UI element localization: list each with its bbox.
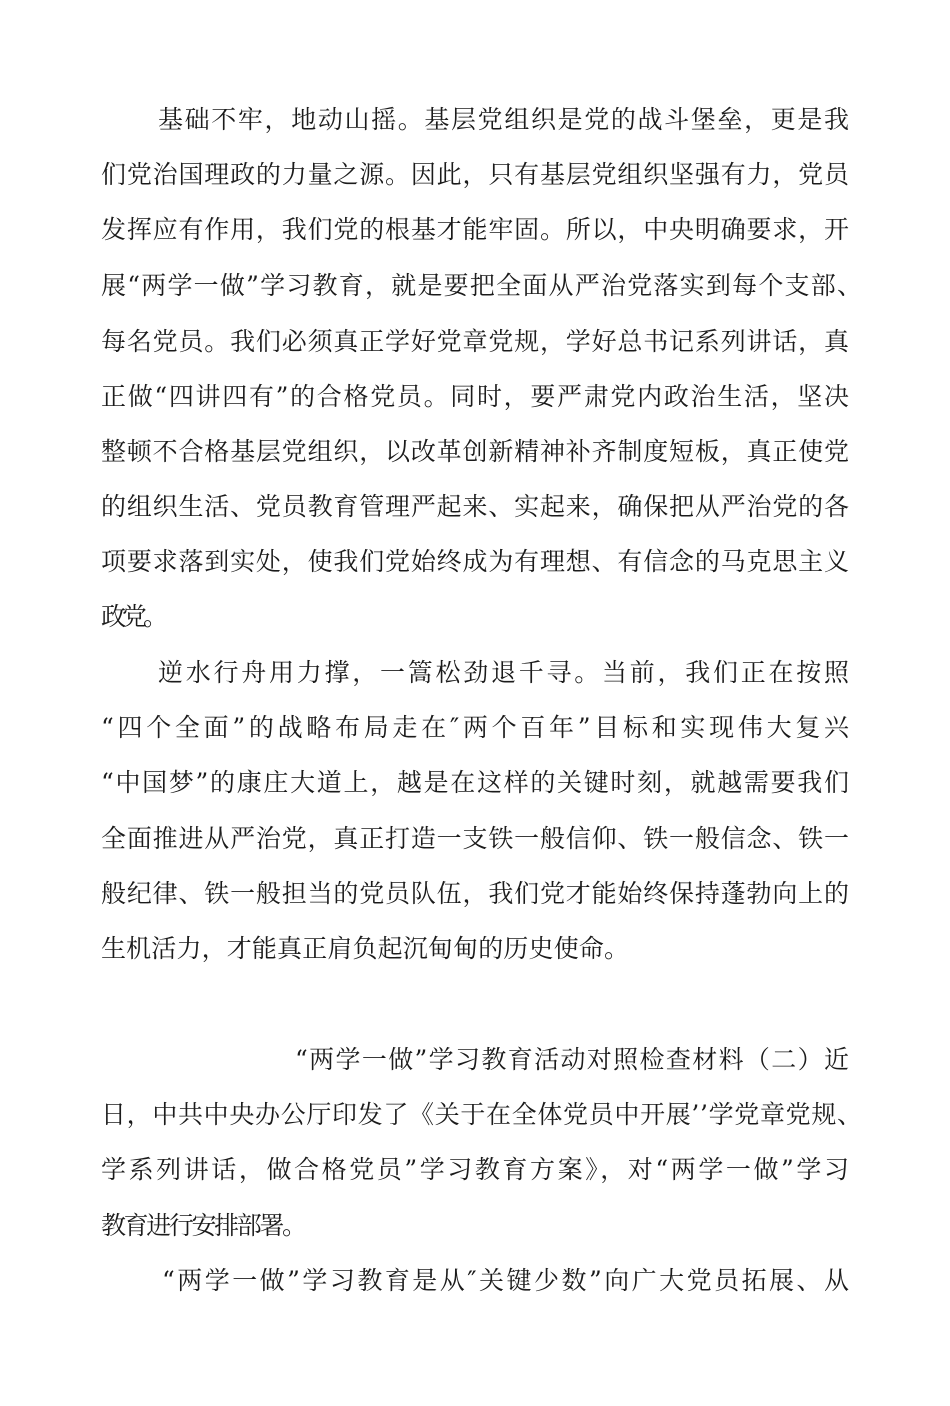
text-line: 政党。	[101, 602, 165, 631]
text-line: 项要求落到实处，使我们党始终成为有理想、有信念的马克思主义	[101, 547, 850, 576]
text-line: “中国梦”的康庄大道上，越是在这样的关键时刻，就越需要我们	[101, 768, 851, 797]
text-line: “两学一做”学习教育是从″关键少数”向广大党员拓展、从	[162, 1266, 852, 1295]
text-line: 基础不牢，地动山摇。基层党组织是党的战斗堡垒，更是我	[158, 105, 851, 134]
text-line: 整顿不合格基层党组织，以改革创新精神补齐制度短板，真正使党	[101, 437, 850, 466]
text-line: 每名党员。我们必须真正学好党章党规，学好总书记系列讲话，真	[101, 327, 850, 356]
text-line: 日，中共中央办公厅印发了《关于在全体党员中开展’’学党章党规、	[101, 1100, 863, 1129]
text-line: “两学一做”学习教育活动对照检查材料（二）近	[295, 1045, 851, 1074]
text-line: 展“两学一做”学习教育，就是要把全面从严治党落实到每个支部、	[101, 271, 864, 300]
text-line: 学系列讲话，做合格党员”学习教育方案》，对“两学一做”学习	[101, 1155, 852, 1184]
text-line: 正做“四讲四有”的合格党员。同时，要严肃党内政治生活，坚决	[101, 382, 851, 411]
text-line: 全面推进从严治党，真正打造一支铁一般信仰、铁一般信念、铁一	[101, 824, 850, 853]
text-line: 生机活力，才能真正肩负起沉甸甸的历史使命。	[101, 934, 630, 963]
text-line: 教育进行安排部署。	[101, 1211, 305, 1240]
text-line: 的组织生活、党员教育管理严起来、实起来，确保把从严治党的各	[101, 492, 850, 521]
text-line: 般纪律、铁一般担当的党员队伍，我们党才能始终保持蓬勃向上的	[101, 879, 850, 908]
text-line: 发挥应有作用，我们党的根基才能牢固。所以，中央明确要求，开	[101, 215, 850, 244]
text-line: “四个全面”的战略布局走在″两个百年”目标和实现伟大复兴	[101, 713, 853, 742]
text-line: 逆水行舟用力撑，一篙松劲退千寻。当前，我们正在按照	[158, 658, 852, 687]
text-line: 们党治国理政的力量之源。因此，只有基层党组织坚强有力，党员	[101, 160, 850, 189]
